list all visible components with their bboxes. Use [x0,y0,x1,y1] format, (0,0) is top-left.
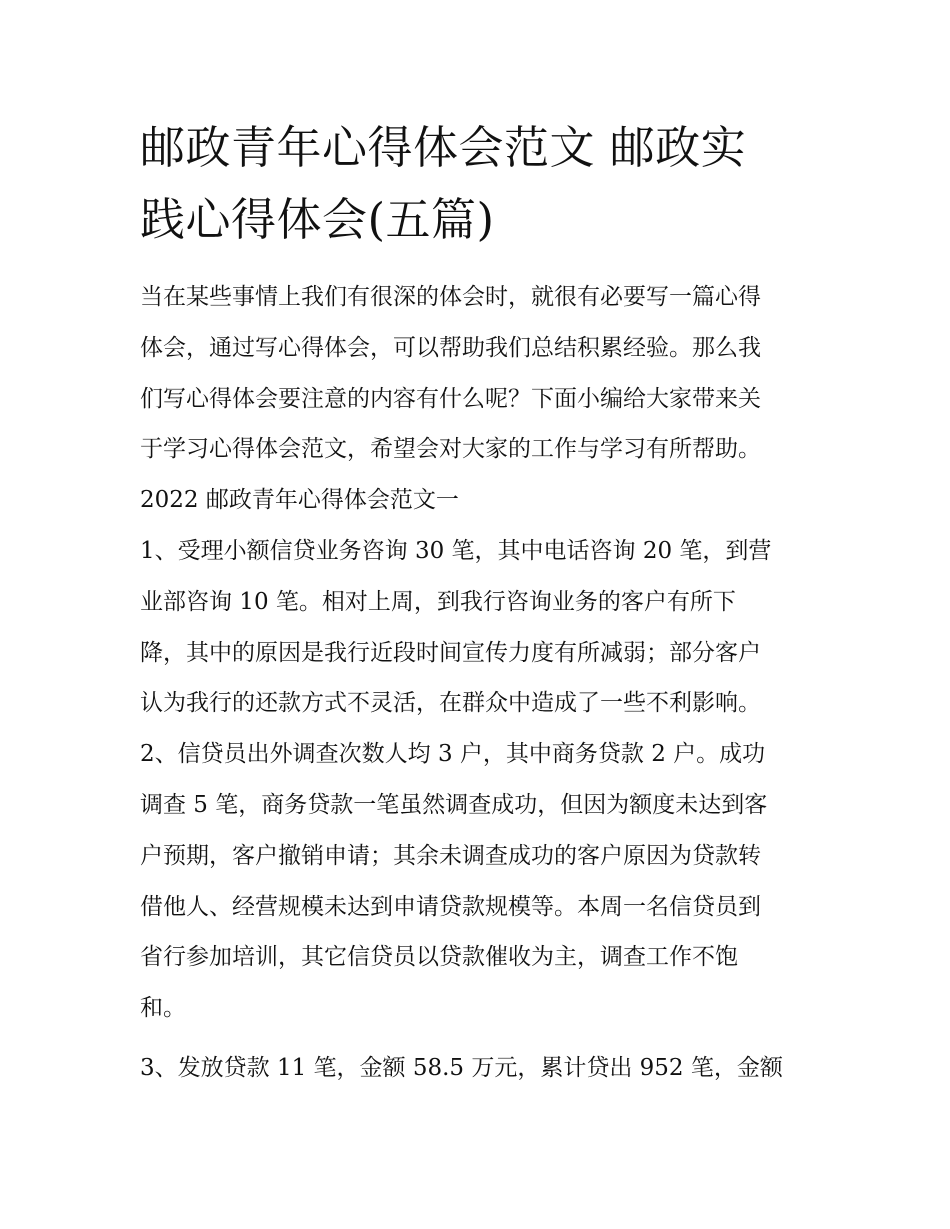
text-line: 2、信贷员出外调查次数人均 3 户，其中商务贷款 2 户。成功 [140,741,766,768]
title-line: 邮政青年心得体会范文 邮政实 [140,121,747,174]
text-line: 降，其中的原因是我行近段时间宣传力度有所减弱；部分客户 [140,639,761,666]
text-line: 体会，通过写心得体会，可以帮助我们总结积累经验。那么我 [140,334,761,361]
item-paragraph-2 [140,729,820,1034]
text-line: 借他人、经营规模未达到申请贷款规模等。本周一名信贷员到 [140,893,761,920]
text-line: 1、受理小额信贷业务咨询 30 笔，其中电话咨询 20 笔，到营 [140,537,772,564]
text-line: 当在某些事情上我们有很深的体会时，就很有必要写一篇心得 [140,284,761,310]
text-line: 们写心得体会要注意的内容有什么呢？下面小编给大家带来关 [140,385,761,412]
text-line: 业部咨询 10 笔。相对上周，到我行咨询业务的客户有所下 [140,588,736,615]
intro-paragraph [140,272,820,475]
text-line: 省行参加培训，其它信贷员以贷款催收为主，调查工作不饱 [140,944,738,971]
item-paragraph-1 [140,526,820,729]
item-paragraph-3 [140,1043,820,1094]
document-body [140,112,820,1094]
text-line: 和。 [140,995,186,1022]
text-line: 2022 邮政青年心得体会范文一 [140,487,459,514]
text-line: 于学习心得体会范文，希望会对大家的工作与学习有所帮助。 [140,436,761,463]
section-heading [140,475,820,526]
text-line: 户预期，客户撤销申请；其余未调查成功的客户原因为贷款转 [140,842,761,869]
title-line: 践心得体会(五篇) [140,193,495,246]
text-line: 3、发放贷款 11 笔，金额 58.5 万元，累计贷出 952 笔，金额 [140,1054,783,1081]
text-line: 认为我行的还款方式不灵活，在群众中造成了一些不利影响。 [140,690,761,717]
text-line: 调查 5 笔，商务贷款一笔虽然调查成功，但因为额度未达到客 [140,791,768,818]
document-title [140,112,820,256]
